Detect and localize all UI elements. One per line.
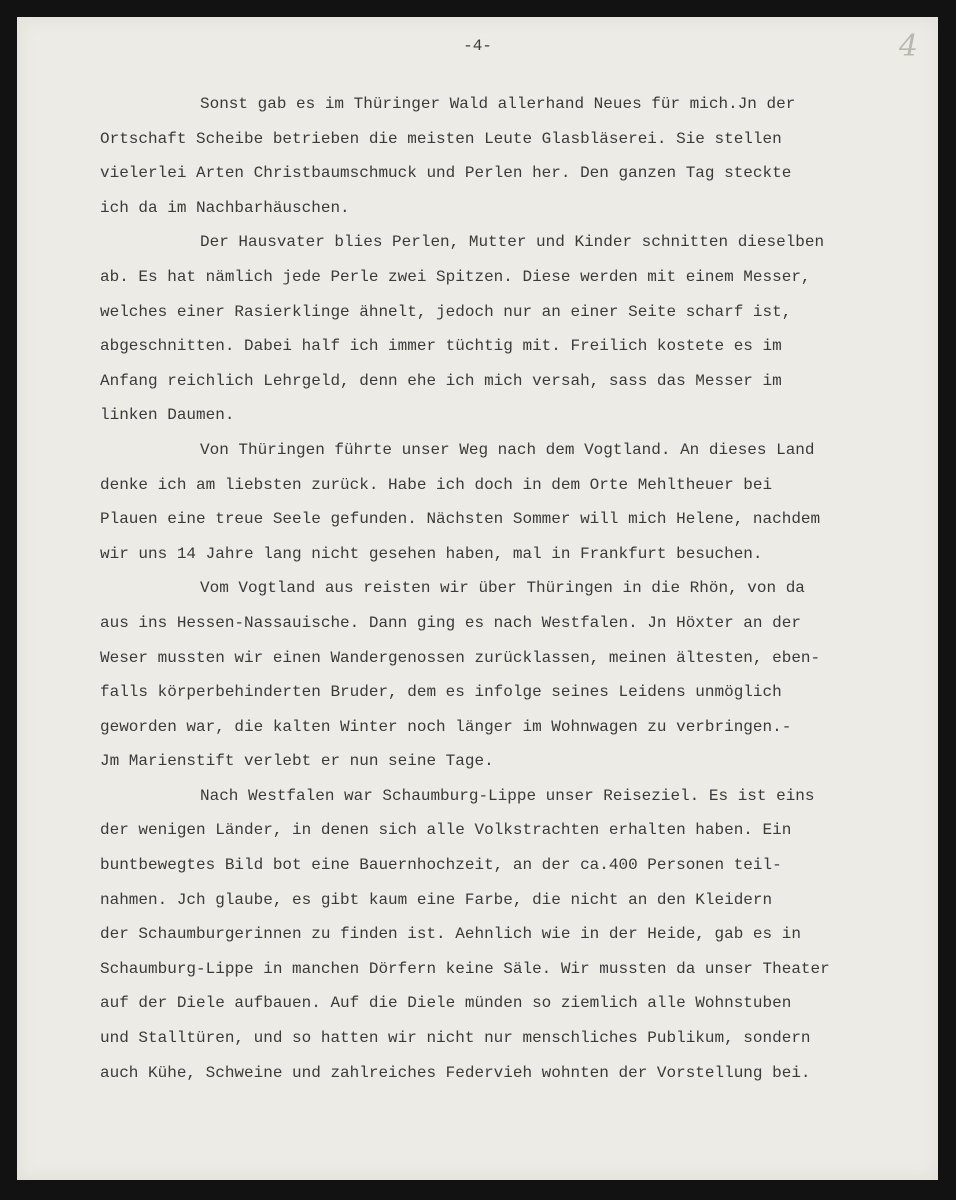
page-number: -4-	[463, 37, 492, 55]
text-line: auch Kühe, Schweine und zahlreiches Federvieh wohnten der Vorstellung bei.	[100, 1063, 811, 1082]
text-line: der wenigen Länder, in denen sich alle Volkstrachten erhalten haben. Ein	[100, 821, 792, 840]
text-line: geworden war, die kalten Winter noch länger im Wohnwagen zu verbringen.-	[100, 717, 792, 736]
text-line: Jm Marienstift verlebt er nun seine Tage.	[100, 752, 494, 771]
text-line: abgeschnitten. Dabei half ich immer tüchtig mit. Freilich kostete es im	[100, 337, 782, 356]
body-text	[100, 87, 935, 1090]
text-line: ich da im Nachbarhäuschen.	[100, 198, 350, 217]
paragraph	[100, 433, 935, 571]
archive-page-number: 4	[898, 29, 918, 64]
text-line: und Stalltüren, und so hatten wir nicht nur menschliches Publikum, sondern	[100, 1029, 811, 1048]
text-line: der Schaumburgerinnen zu finden ist. Aehnlich wie in der Heide, gab es in	[100, 925, 801, 944]
text-line: Von Thüringen führte unser Weg nach dem Vogtland. An dieses Land	[200, 440, 815, 459]
text-line: wir uns 14 Jahre lang nicht gesehen haben, mal in Frankfurt besuchen.	[100, 544, 763, 563]
paragraph	[100, 571, 935, 779]
text-line: denke ich am liebsten zurück. Habe ich doch in dem Orte Mehltheuer bei	[100, 475, 773, 494]
text-line: Der Hausvater blies Perlen, Mutter und Kinder schnitten dieselben	[200, 233, 825, 252]
typewritten-page	[17, 17, 938, 1180]
text-line: Ortschaft Scheibe betrieben die meisten Leute Glasbläserei. Sie stellen	[100, 129, 782, 148]
text-line: Weser mussten wir einen Wandergenossen zurücklassen, meinen ältesten, eben-	[100, 648, 821, 667]
text-line: Vom Vogtland aus reisten wir über Thüringen in die Rhön, von da	[200, 579, 805, 598]
text-line: auf der Diele aufbauen. Auf die Diele münden so ziemlich alle Wohnstuben	[100, 994, 792, 1013]
text-line: Plauen eine treue Seele gefunden. Nächsten Sommer will mich Helene, nachdem	[100, 510, 821, 529]
text-line: linken Daumen.	[100, 406, 235, 425]
text-line: nahmen. Jch glaube, es gibt kaum eine Farbe, die nicht an den Kleidern	[100, 890, 773, 909]
text-line: welches einer Rasierklinge ähnelt, jedoch nur an einer Seite scharf ist,	[100, 302, 792, 321]
paragraph	[100, 779, 935, 1090]
text-line: buntbewegtes Bild bot eine Bauernhochzeit, an der ca.400 Personen teil-	[100, 856, 782, 875]
paragraph	[100, 87, 935, 225]
paragraph	[100, 225, 935, 433]
text-line: Anfang reichlich Lehrgeld, denn ehe ich mich versah, sass das Messer im	[100, 371, 782, 390]
text-line: falls körperbehinderten Bruder, dem es infolge seines Leidens unmöglich	[100, 683, 782, 702]
text-line: aus ins Hessen-Nassauische. Dann ging es nach Westfalen. Jn Höxter an der	[100, 613, 801, 632]
text-line: vielerlei Arten Christbaumschmuck und Perlen her. Den ganzen Tag steckte	[100, 164, 792, 183]
text-line: ab. Es hat nämlich jede Perle zwei Spitzen. Diese werden mit einem Messer,	[100, 267, 811, 286]
text-line: Schaumburg-Lippe in manchen Dörfern keine Säle. Wir mussten da unser Theater	[100, 959, 830, 978]
text-line: Nach Westfalen war Schaumburg-Lippe unser Reiseziel. Es ist eins	[200, 786, 815, 805]
text-line: Sonst gab es im Thüringer Wald allerhand Neues für mich.Jn der	[200, 95, 796, 113]
